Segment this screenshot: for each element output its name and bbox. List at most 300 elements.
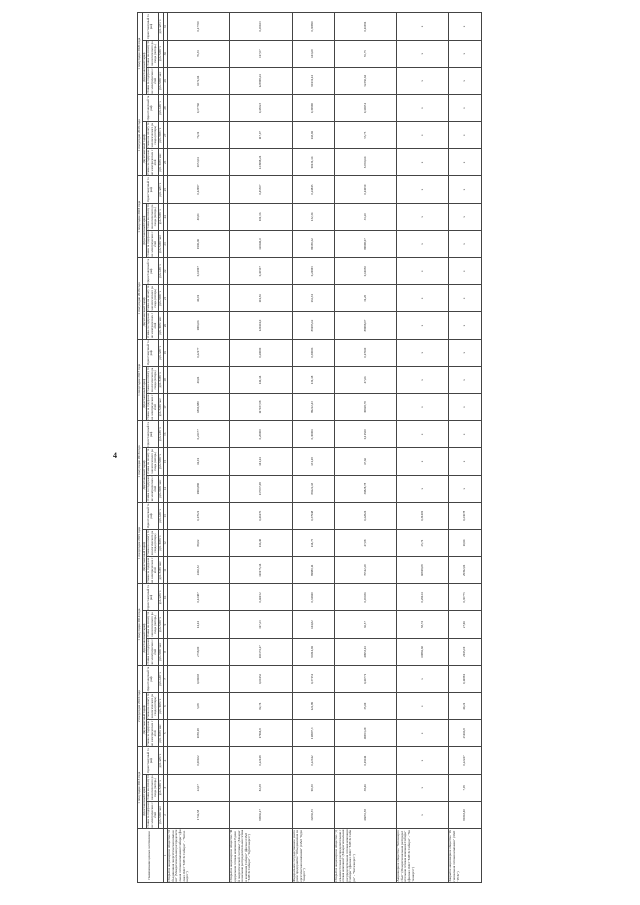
- tariff-value: 120441,0: [230, 312, 292, 339]
- tariff-value: 117,07: [230, 122, 292, 149]
- tariff-value: х: [449, 230, 482, 257]
- tariff-value: 0,22177: [168, 339, 230, 366]
- tariff-value: 1860,880: [168, 394, 230, 421]
- tariff-value: 70512,29: [334, 557, 396, 584]
- column-number: 27: [163, 122, 168, 149]
- table-row: [397, 13, 449, 883]
- name-header: Наименование ценных заготовлении: [138, 829, 164, 883]
- rate-power-header: ставка за содержание электрических сетей: [146, 720, 158, 746]
- rate-power-header: ставка за содержание электрических сетей: [146, 149, 158, 176]
- tariff-value: 1058,18: [168, 720, 230, 747]
- column-number: 14: [163, 475, 168, 502]
- tariff-value: х: [449, 366, 482, 393]
- tariff-value: 0,11560: [334, 421, 396, 448]
- column-number: 2: [163, 801, 168, 828]
- tariff-value: 10,94: [449, 529, 482, 556]
- tariff-value: 1672,04: [168, 67, 230, 94]
- unit-header: руб./МВт·ч: [158, 774, 163, 801]
- tariff-value: 38,46: [334, 774, 396, 801]
- tariff-value: 41,01: [168, 448, 230, 475]
- single-tariff-header: Одноставочный тариф: [142, 339, 158, 366]
- tariff-value: 0,24845: [292, 258, 334, 285]
- tariff-value: 0,19411: [334, 747, 396, 774]
- column-number: 16: [163, 421, 168, 448]
- tariff-value: 52350,64: [334, 149, 396, 176]
- tariff-value: 55,75: [334, 122, 396, 149]
- tariff-value: 0,30775: [449, 584, 482, 611]
- contract-tariff-header: Двухставочный тариф: [142, 774, 147, 828]
- tariff-value: 101,56: [230, 203, 292, 230]
- tariff-value: х: [397, 176, 449, 203]
- tariff-value: 144,82: [292, 611, 334, 638]
- contract-tariff-header: Двухставочный тариф: [142, 366, 147, 420]
- tariff-value: 117,07: [230, 40, 292, 67]
- tariff-value: 90936,17: [230, 801, 292, 828]
- tariff-value: 1742,58: [168, 801, 230, 828]
- tariff-value: 117,23: [230, 611, 292, 638]
- column-number: 15: [163, 448, 168, 475]
- tariff-value: 60882,60: [397, 638, 449, 665]
- tariff-value: х: [397, 747, 449, 774]
- column-number: 8: [163, 638, 168, 665]
- organization-name: Открытое акционерное общество "Дальневосточная распределительная сетевая компания" (Межрегиональная распределительная сетевая компания Сибири" (филиал ОАО "МРСК Сибири" - "Читаэнерго"): [334, 829, 396, 883]
- tariff-value: 101,56: [230, 285, 292, 312]
- column-number: 3: [163, 774, 168, 801]
- rate-power-header: ставка за содержание электрических сетей: [146, 639, 158, 665]
- single-tariff-header: Одноставочный тариф: [142, 502, 158, 529]
- tariff-value: 89185,62: [292, 230, 334, 257]
- tariff-value: х: [397, 394, 449, 421]
- tariff-value: 0,29124: [397, 584, 449, 611]
- tariff-value: 120441,0: [230, 230, 292, 257]
- tariff-value: 32036,55: [292, 801, 334, 828]
- tariff-value: х: [449, 122, 482, 149]
- contract-tariff-header: Двухставочный тариф: [142, 611, 147, 665]
- tariff-value: х: [397, 149, 449, 176]
- tariff-value: х: [397, 448, 449, 475]
- tariff-value: 0,30990: [292, 13, 334, 40]
- tariff-value: 0,17660: [334, 339, 396, 366]
- tariff-value: 123998,24: [230, 149, 292, 176]
- tariff-value: 117037,08: [230, 475, 292, 502]
- tariff-value: 40,01: [168, 366, 230, 393]
- unit-header: руб./кВт·ч: [158, 665, 163, 692]
- period-header: 1 полугодие 2018 года: [138, 258, 143, 340]
- rate-power-header: ставка за содержание электрических сетей: [146, 557, 158, 583]
- tariff-value: 0,44771: [334, 665, 396, 692]
- column-number: 24: [163, 203, 168, 230]
- tariff-value: 89,02: [168, 529, 230, 556]
- tariff-value: х: [449, 176, 482, 203]
- tariff-value: 60818,08: [397, 557, 449, 584]
- tariff-value: х: [449, 475, 482, 502]
- column-number: 5: [163, 720, 168, 747]
- period-header: 1 полугодие 2014 года: [138, 584, 143, 666]
- tariff-value: х: [449, 285, 482, 312]
- tariff-value: х: [397, 285, 449, 312]
- unit-header: руб./кВт·ч: [158, 94, 163, 121]
- tariff-value: 30828,78: [334, 475, 396, 502]
- tariff-value: 22,07: [168, 774, 230, 801]
- tariff-value: 90314,69: [292, 638, 334, 665]
- tariff-value: 2718,00: [168, 638, 230, 665]
- tariff-value: 89185,62: [292, 312, 334, 339]
- tariff-value: 76,31: [168, 122, 230, 149]
- tariff-value: х: [449, 149, 482, 176]
- table-row: [292, 13, 334, 883]
- tariff-value: 2945,19: [449, 638, 482, 665]
- tariff-value: х: [397, 774, 449, 801]
- unit-header: руб./МВт·мес: [158, 230, 163, 257]
- tariff-value: 40,01: [168, 285, 230, 312]
- tariff-value: 0,37151: [292, 665, 334, 692]
- tariff-value: 0,23678: [449, 502, 482, 529]
- tariff-value: 0,17760: [168, 94, 230, 121]
- single-tariff-header: Одноставочный тариф: [142, 258, 158, 285]
- tariff-value: х: [449, 203, 482, 230]
- tariff-value: 0,46176: [230, 502, 292, 529]
- tariff-value: 82,74: [230, 693, 292, 720]
- tariff-value: 49953,29: [334, 720, 396, 747]
- tariff-value: 0,12997: [168, 258, 230, 285]
- unit-header: руб./кВт·ч: [158, 258, 163, 285]
- single-tariff-header: Одноставочный тариф: [142, 176, 158, 203]
- tariff-value: х: [397, 230, 449, 257]
- column-number: 19: [163, 339, 168, 366]
- tariff-value: 47,66: [334, 366, 396, 393]
- rate-loss-header: ставка на оплату технологического расхода (потерь): [146, 367, 158, 393]
- unit-header: руб./МВт·ч: [158, 203, 163, 230]
- tariff-value: 0,45507: [230, 176, 292, 203]
- tariff-value: х: [397, 720, 449, 747]
- tariff-value: 29392,01: [449, 557, 482, 584]
- tariff-value: х: [397, 366, 449, 393]
- tariff-value: 131,18: [292, 366, 334, 393]
- tariff-value: 0,17760: [168, 13, 230, 40]
- tariff-value: 0,00603: [168, 665, 230, 692]
- rate-loss-header: ставка на оплату технологического расхода (потерь): [146, 40, 158, 67]
- tariff-value: 0,45023: [230, 13, 292, 40]
- rate-power-header: ставка за содержание электрических сетей: [146, 68, 158, 94]
- tariff-value: х: [449, 448, 482, 475]
- rate-power-header: ставка за содержание электрических сетей: [146, 476, 158, 502]
- tariff-value: 25,71: [397, 529, 449, 556]
- tariff-value: 143,69: [292, 40, 334, 67]
- unit-header: руб./МВт·ч: [158, 122, 163, 149]
- tariff-value: 82,38: [230, 774, 292, 801]
- tariff-value: х: [397, 475, 449, 502]
- tariff-value: 0,22824: [334, 502, 396, 529]
- single-tariff-header: Одноставочный тариф: [142, 747, 158, 774]
- tariff-value: х: [397, 13, 449, 40]
- tariff-value: 27,96: [449, 611, 482, 638]
- single-tariff-header: Одноставочный тариф: [142, 421, 158, 448]
- tariff-value: х: [397, 203, 449, 230]
- tariff-value: 89998,07: [334, 230, 396, 257]
- tariff-value: 30828,78: [334, 394, 396, 421]
- tariff-value: х: [397, 312, 449, 339]
- tariff-value: 143,69: [292, 122, 334, 149]
- column-number: 21: [163, 285, 168, 312]
- tariff-value: 40,21: [449, 693, 482, 720]
- rate-loss-header: ставка на оплату технологического расхода (потерь): [146, 775, 158, 801]
- tariff-value: 110997,3: [292, 720, 334, 747]
- table-row: [334, 13, 396, 883]
- tariff-value: 89222,43: [292, 475, 334, 502]
- column-number: 25: [163, 176, 168, 203]
- tariff-value: 90131,14: [292, 149, 334, 176]
- column-number: 12: [163, 529, 168, 556]
- tariff-value: 89222,43: [292, 394, 334, 421]
- rate-loss-header: ставка на оплату технологического расхода (потерь): [146, 611, 158, 638]
- tariff-value: х: [449, 40, 482, 67]
- contract-tariff-header: Двухставочный тариф: [142, 122, 147, 176]
- unit-header: руб./кВт·ч: [158, 421, 163, 448]
- column-number: 17: [163, 394, 168, 421]
- period-header: 1 полугодие 2015 года: [138, 502, 143, 584]
- tariff-value: х: [449, 394, 482, 421]
- tariff-value: 31,20: [334, 203, 396, 230]
- tariff-value: 0,46152: [230, 584, 292, 611]
- column-number: 22: [163, 258, 168, 285]
- tariff-value: 131,18: [292, 448, 334, 475]
- tariff-value: 0,14050: [334, 258, 396, 285]
- tariff-value: х: [397, 339, 449, 366]
- tariff-value: 0,45036: [334, 584, 396, 611]
- column-number: 31: [163, 13, 168, 40]
- rate-power-header: ставка за содержание электрических сетей: [146, 312, 158, 339]
- tariff-value: 0,04152: [230, 665, 292, 692]
- unit-header: руб./МВт·мес: [158, 638, 163, 665]
- tariff-value: 2402,52: [168, 557, 230, 584]
- tariff-value: 89998,07: [334, 312, 396, 339]
- unit-header: руб./МВт·ч: [158, 366, 163, 393]
- rate-power-header: ставка за содержание электрических сетей: [146, 802, 158, 828]
- unit-header: руб./кВт·ч: [158, 339, 163, 366]
- single-tariff-header: Одноставочный тариф: [142, 584, 158, 611]
- unit-header: руб./МВт·мес: [158, 720, 163, 747]
- column-number: 13: [163, 502, 168, 529]
- tariff-value: 46055,58: [334, 801, 396, 828]
- tariff-value: 49953,16: [334, 638, 396, 665]
- tariff-value: х: [449, 421, 482, 448]
- tariff-value: 117037,08: [230, 394, 292, 421]
- organization-name: Открытое акционерное общество "Объединенная энергетическая компания" (Межрегиональная распределительная сетевая компания Сибири" (филиал ОАО "МРСК Сибири" - "Читаэнерго"): [168, 829, 230, 883]
- period-header: 2 полугодие 2013 года: [138, 665, 143, 747]
- unit-header: руб./МВт·мес: [158, 149, 163, 176]
- unit-header: руб./кВт·ч: [158, 584, 163, 611]
- tariff-value: 0,34940: [292, 584, 334, 611]
- column-number: 6: [163, 693, 168, 720]
- column-number: 29: [163, 67, 168, 94]
- rate-loss-header: ставка на оплату технологического расхода (потерь): [146, 693, 158, 719]
- tariff-value: 5,08: [168, 693, 230, 720]
- unit-header: руб./МВт·ч: [158, 285, 163, 312]
- organization-name: Федеральное государственное унитарное предприятие "Объединенная энергетическая компания" (ОАО "Бурятэнерго"): [292, 829, 334, 883]
- tariff-value: 47,08: [334, 529, 396, 556]
- organization-name: Открытое акционерное общество "Федеральная сетевая компания Единой энергетической системы" (Межрегиональная распределительная сетевая компания Сибири" (филиал ОАО "МРСК Сибири" - "Бурятэнерго"): [230, 829, 292, 883]
- rate-loss-header: ставка на оплату технологического расхода (потерь): [146, 530, 158, 556]
- tariff-value: 0,17021: [168, 502, 230, 529]
- tariff-value: 89880,11: [292, 557, 334, 584]
- table-row: [230, 13, 292, 883]
- column-number: 9: [163, 611, 168, 638]
- tariff-value: 0,30990: [292, 94, 334, 121]
- tariff-value: 0,12997: [168, 176, 230, 203]
- single-tariff-header: Одноставочный тариф: [142, 665, 158, 692]
- table-row: [449, 13, 482, 883]
- tariff-value: 122,89: [292, 693, 334, 720]
- tariff-value: 36,57: [334, 611, 396, 638]
- tariff-table: [137, 12, 482, 883]
- contract-tariff-header: Двухставочный тариф: [142, 203, 147, 257]
- period-header: 1 полугодие 2020 года: [138, 13, 143, 95]
- column-number: 28: [163, 94, 168, 121]
- rotated-tariff-table: [137, 13, 482, 883]
- tariff-value: 80343,40: [449, 801, 482, 828]
- tariff-value: 76,31: [168, 40, 230, 67]
- tariff-value: 0,20000: [230, 421, 292, 448]
- tariff-value: 116,40: [230, 529, 292, 556]
- contract-tariff-header: Двухставочный тариф: [142, 693, 147, 747]
- tariff-value: х: [397, 693, 449, 720]
- tariff-value: х: [397, 665, 449, 692]
- tariff-value: х: [397, 122, 449, 149]
- tariff-value: 110174,17: [230, 638, 292, 665]
- contract-tariff-header: Двухставочный тариф: [142, 40, 147, 94]
- rate-loss-header: ставка на оплату технологического расхода (потерь): [146, 122, 158, 148]
- tariff-value: 0,00022: [168, 747, 230, 774]
- tariff-value: 0,22247: [449, 747, 482, 774]
- tariff-value: х: [397, 40, 449, 67]
- contract-tariff-header: Двухставочный тариф: [142, 529, 147, 583]
- column-number: 1: [163, 829, 168, 883]
- tariff-value: х: [397, 801, 449, 828]
- unit-header: руб./МВт·мес: [158, 475, 163, 502]
- tariff-value: х: [449, 258, 482, 285]
- organization-name: Закрытое акционерное общество "Региональная сетевая компания" (ЗАО "РСК"): [449, 829, 482, 883]
- tariff-value: 141,14: [230, 366, 292, 393]
- single-tariff-header: Одноставочный тариф: [142, 94, 158, 121]
- tariff-value: х: [397, 258, 449, 285]
- tariff-value: 1906,06: [168, 230, 230, 257]
- tariff-value: 0,11881: [449, 665, 482, 692]
- column-number: 20: [163, 312, 168, 339]
- tariff-value: 90,30: [292, 774, 334, 801]
- tariff-value: х: [449, 339, 482, 366]
- column-number: 11: [163, 557, 168, 584]
- tariff-value: 1672,04: [168, 149, 230, 176]
- period-header: 1 полугодие 2018 года: [138, 176, 143, 258]
- single-tariff-header: Одноставочный тариф: [142, 13, 158, 40]
- table-body: [168, 13, 482, 883]
- unit-header: руб./МВт·ч: [158, 448, 163, 475]
- tariff-value: х: [397, 94, 449, 121]
- period-header: 1 полугодие 2017 года: [138, 339, 143, 421]
- tariff-value: 14,14: [168, 611, 230, 638]
- tariff-value: 58,74: [397, 611, 449, 638]
- tariff-value: 7,05: [449, 774, 482, 801]
- tariff-value: 0,20000: [230, 339, 292, 366]
- rate-loss-header: ставка на оплату технологического расхода (потерь): [146, 448, 158, 475]
- tariff-value: 0,16951: [334, 94, 396, 121]
- tariff-value: 0,24845: [292, 176, 334, 203]
- page-number: 4: [113, 451, 117, 460]
- tariff-value: 110175,14: [230, 557, 292, 584]
- column-number: 18: [163, 366, 168, 393]
- period-header: 1 полугодие 2013 года: [138, 747, 143, 829]
- tariff-value: 114,75: [292, 529, 334, 556]
- tariff-value: 132,34: [292, 203, 334, 230]
- tariff-value: х: [449, 94, 482, 121]
- tariff-value: 141,14: [230, 448, 292, 475]
- unit-header: руб./МВт·ч: [158, 693, 163, 720]
- tariff-value: 40,01: [168, 203, 230, 230]
- unit-header: руб./МВт·мес: [158, 557, 163, 584]
- unit-header: руб./МВт·ч: [158, 529, 163, 556]
- rate-loss-header: ставка на оплату технологического расхода (потерь): [146, 285, 158, 312]
- column-number: 23: [163, 230, 168, 257]
- tariff-value: 0,22177: [168, 421, 230, 448]
- period-header: 1 полугодие 2019 года: [138, 94, 143, 176]
- contract-tariff-header: Двухставочный тариф: [142, 285, 147, 339]
- unit-header: руб./кВт·ч: [158, 176, 163, 203]
- column-number: 4: [163, 747, 168, 774]
- tariff-value: 90131,14: [292, 67, 334, 94]
- tariff-value: 0,31419: [397, 502, 449, 529]
- unit-header: руб./кВт·ч: [158, 502, 163, 529]
- column-number: 10: [163, 584, 168, 611]
- column-number: 26: [163, 149, 168, 176]
- tariff-value: 0,16951: [334, 13, 396, 40]
- tariff-value: 35,69: [334, 693, 396, 720]
- tariff-value: 0,22612: [292, 747, 334, 774]
- tariff-value: 0,37948: [292, 502, 334, 529]
- tariff-value: 0,22148: [230, 747, 292, 774]
- organization-name: Акционерное общество "Читаэнергосбыт" (Межрегиональная распределительная сетевая компания Сибири" (филиал ОАО "МРСК Сибири" - "Читаэнерго"): [397, 829, 449, 883]
- tariff-value: 52350,64: [334, 67, 396, 94]
- tariff-value: 47,66: [334, 448, 396, 475]
- tariff-value: 55,75: [334, 40, 396, 67]
- rate-power-header: ставка за содержание электрических сетей: [146, 394, 158, 420]
- tariff-value: х: [449, 312, 482, 339]
- column-number: 30: [163, 40, 168, 67]
- rate-power-header: ставка за содержание электрических сетей: [146, 231, 158, 257]
- tariff-value: 17964,8: [230, 720, 292, 747]
- tariff-value: 0,30006: [292, 421, 334, 448]
- period-header: 1 полугодие 2016 года: [138, 421, 143, 503]
- tariff-value: 31,20: [334, 285, 396, 312]
- unit-header: руб./МВт·мес: [158, 801, 163, 828]
- tariff-value: 132,34: [292, 285, 334, 312]
- tariff-value: х: [449, 13, 482, 40]
- contract-tariff-header: Двухставочный тариф: [142, 448, 147, 502]
- tariff-value: 25166,8: [449, 720, 482, 747]
- unit-header: руб./МВт·ч: [158, 40, 163, 67]
- tariff-value: х: [397, 421, 449, 448]
- unit-header: руб./кВт·ч: [158, 747, 163, 774]
- tariff-value: 0,14050: [334, 176, 396, 203]
- tariff-value: х: [397, 67, 449, 94]
- tariff-value: 0,45023: [230, 94, 292, 121]
- tariff-value: 1906,06: [168, 312, 230, 339]
- unit-header: руб./кВт·ч: [158, 13, 163, 40]
- tariff-value: 0,45507: [230, 258, 292, 285]
- tariff-value: 1860,880: [168, 475, 230, 502]
- unit-header: руб./МВт·мес: [158, 67, 163, 94]
- unit-header: руб./МВт·мес: [158, 394, 163, 421]
- column-number: 7: [163, 665, 168, 692]
